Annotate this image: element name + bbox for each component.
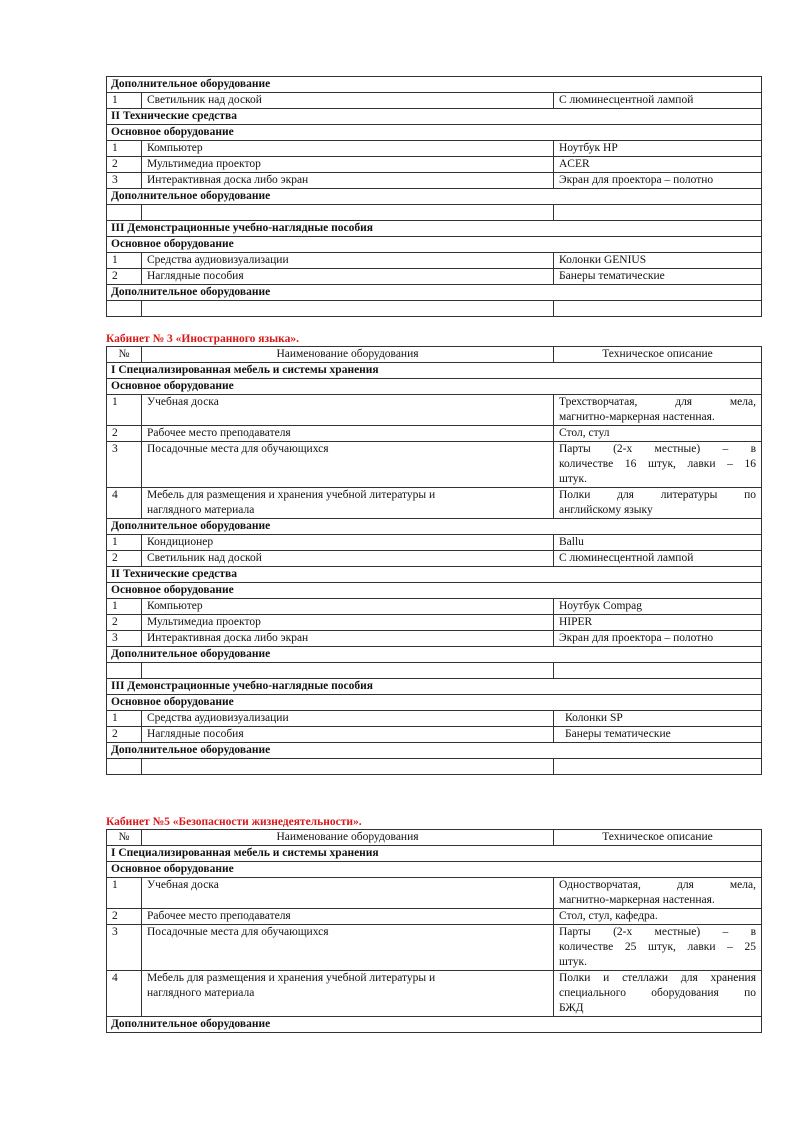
cabinet-3-section — [106, 332, 762, 775]
table-row — [107, 631, 762, 647]
section-heading-row — [107, 567, 762, 583]
empty-cell — [107, 663, 142, 679]
empty-cell — [142, 663, 554, 679]
equipment-table-continued — [106, 76, 762, 317]
table-header-row — [107, 347, 762, 363]
equipment-name-line: Мебель для размещения и хранения учебной литературы и — [147, 489, 436, 501]
table-row — [107, 727, 762, 743]
empty-cell — [142, 205, 554, 221]
table-row — [107, 395, 762, 426]
column-header: Техническое описание — [554, 830, 762, 846]
equipment-name: Посадочные места для обучающихся — [142, 442, 554, 488]
section-heading: Основное оборудование — [107, 125, 762, 141]
section-heading: Дополнительное оборудование — [107, 647, 762, 663]
equipment-name: Интерактивная доска либо экран — [142, 631, 554, 647]
section-heading-row — [107, 647, 762, 663]
row-number: 1 — [107, 141, 142, 157]
section-heading: III Демонстрационные учебно-наглядные пособия — [107, 221, 762, 237]
equipment-name: Мультимедиа проектор — [142, 615, 554, 631]
equipment-name: Средства аудиовизуализации — [142, 253, 554, 269]
technical-description — [554, 925, 762, 971]
equipment-name: Мультимедиа проектор — [142, 157, 554, 173]
technical-description — [554, 442, 762, 488]
table-row — [107, 488, 762, 519]
technical-description-line: магнитно-маркерная настенная. — [559, 411, 715, 423]
equipment-name — [142, 971, 554, 1017]
row-number: 1 — [107, 711, 142, 727]
technical-description-line: Парты (2-х местные) – в — [559, 926, 756, 938]
row-number: 1 — [107, 535, 142, 551]
technical-description-line: количестве 25 штук, лавки – 25 — [559, 941, 756, 953]
technical-description-line: Полки и стеллажи для хранения — [559, 972, 756, 984]
technical-description: Ноутбук HP — [554, 141, 762, 157]
empty-cell — [107, 301, 142, 317]
equipment-name: Кондиционер — [142, 535, 554, 551]
equipment-name: Наглядные пособия — [142, 269, 554, 285]
cabinet-3-table — [106, 346, 762, 775]
section-heading: Основное оборудование — [107, 862, 762, 878]
section-heading: Основное оборудование — [107, 695, 762, 711]
section-heading: III Демонстрационные учебно-наглядные пособия — [107, 679, 762, 695]
technical-description-line: БЖД — [559, 1002, 584, 1014]
section-heading-row — [107, 221, 762, 237]
equipment-name: Светильник над доской — [142, 93, 554, 109]
technical-description-line: количестве 16 штук, лавки – 16 — [559, 458, 756, 470]
row-number: 1 — [107, 395, 142, 426]
empty-cell — [107, 759, 142, 775]
section-heading-row — [107, 743, 762, 759]
empty-cell — [107, 205, 142, 221]
row-number: 1 — [107, 253, 142, 269]
empty-row — [107, 301, 762, 317]
technical-description: Стол, стул, кафедра. — [554, 909, 762, 925]
equipment-name: Учебная доска — [142, 395, 554, 426]
empty-cell — [554, 205, 762, 221]
technical-description-line: специального оборудования по — [559, 987, 756, 999]
equipment-name: Наглядные пособия — [142, 727, 554, 743]
technical-description-line: штук. — [559, 473, 587, 485]
empty-row — [107, 205, 762, 221]
section-heading-row — [107, 519, 762, 535]
equipment-name-line: наглядного материала — [147, 504, 255, 516]
section-heading-row — [107, 285, 762, 301]
table-row — [107, 711, 762, 727]
table-row — [107, 535, 762, 551]
section-heading: Дополнительное оборудование — [107, 519, 762, 535]
table-row — [107, 909, 762, 925]
table-header-row — [107, 830, 762, 846]
technical-description-line: Одностворчатая, для мела, — [559, 879, 756, 891]
technical-description: Колонки GENIUS — [554, 253, 762, 269]
table-row — [107, 925, 762, 971]
technical-description: Ноутбук Compag — [554, 599, 762, 615]
column-header: Техническое описание — [554, 347, 762, 363]
column-header: № — [107, 830, 142, 846]
technical-description-line: штук. — [559, 956, 587, 968]
table-row — [107, 878, 762, 909]
section-heading-row — [107, 846, 762, 862]
section-heading: II Технические средства — [107, 567, 762, 583]
technical-description-line: Полки для литературы по — [559, 489, 756, 501]
table-row — [107, 442, 762, 488]
equipment-name: Интерактивная доска либо экран — [142, 173, 554, 189]
row-number: 1 — [107, 599, 142, 615]
table-row — [107, 269, 762, 285]
technical-description: Колонки SP — [554, 711, 762, 727]
section-heading: I Специализированная мебель и системы хранения — [107, 846, 762, 862]
row-number: 3 — [107, 925, 142, 971]
table-row — [107, 615, 762, 631]
table-row — [107, 253, 762, 269]
equipment-name: Средства аудиовизуализации — [142, 711, 554, 727]
row-number: 2 — [107, 727, 142, 743]
section-heading: Основное оборудование — [107, 237, 762, 253]
section-heading-row — [107, 77, 762, 93]
cabinet-5-table — [106, 829, 762, 1033]
technical-description: С люминесцентной лампой — [554, 551, 762, 567]
section-heading-row — [107, 1017, 762, 1033]
section-heading-row — [107, 379, 762, 395]
row-number: 2 — [107, 269, 142, 285]
section-heading-row — [107, 189, 762, 205]
table-row — [107, 971, 762, 1017]
empty-cell — [142, 759, 554, 775]
section-heading: Дополнительное оборудование — [107, 189, 762, 205]
section-heading-row — [107, 583, 762, 599]
empty-cell — [554, 663, 762, 679]
section-heading: Дополнительное оборудование — [107, 743, 762, 759]
equipment-name: Компьютер — [142, 141, 554, 157]
table-row — [107, 599, 762, 615]
technical-description: ACER — [554, 157, 762, 173]
empty-row — [107, 663, 762, 679]
row-number: 3 — [107, 173, 142, 189]
equipment-name-line: наглядного материала — [147, 987, 255, 999]
technical-description-line: Парты (2-х местные) – в — [559, 443, 756, 455]
row-number: 4 — [107, 971, 142, 1017]
technical-description: HIPER — [554, 615, 762, 631]
empty-cell — [142, 301, 554, 317]
empty-cell — [554, 301, 762, 317]
technical-description: С люминесцентной лампой — [554, 93, 762, 109]
row-number: 2 — [107, 551, 142, 567]
column-header: Наименование оборудования — [142, 830, 554, 846]
equipment-name: Компьютер — [142, 599, 554, 615]
row-number: 3 — [107, 442, 142, 488]
row-number: 1 — [107, 878, 142, 909]
table-row — [107, 551, 762, 567]
table-row — [107, 157, 762, 173]
table-row — [107, 173, 762, 189]
column-header: Наименование оборудования — [142, 347, 554, 363]
equipment-name: Рабочее место преподавателя — [142, 426, 554, 442]
technical-description: Банеры тематические — [554, 269, 762, 285]
section-heading: Дополнительное оборудование — [107, 77, 762, 93]
technical-description-line: Трехстворчатая, для мела, — [559, 396, 756, 408]
equipment-name: Светильник над доской — [142, 551, 554, 567]
row-number: 1 — [107, 93, 142, 109]
table-row — [107, 93, 762, 109]
technical-description: Стол, стул — [554, 426, 762, 442]
technical-description: Ballu — [554, 535, 762, 551]
column-header: № — [107, 347, 142, 363]
technical-description — [554, 971, 762, 1017]
technical-description — [554, 488, 762, 519]
equipment-name: Рабочее место преподавателя — [142, 909, 554, 925]
equipment-name — [142, 488, 554, 519]
technical-description: Банеры тематические — [554, 727, 762, 743]
empty-row — [107, 759, 762, 775]
row-number: 2 — [107, 909, 142, 925]
row-number: 2 — [107, 157, 142, 173]
table-row — [107, 426, 762, 442]
section-heading: II Технические средства — [107, 109, 762, 125]
section-heading-row — [107, 237, 762, 253]
empty-cell — [554, 759, 762, 775]
row-number: 2 — [107, 426, 142, 442]
technical-description-line: магнитно-маркерная настенная. — [559, 894, 715, 906]
section-heading: Дополнительное оборудование — [107, 1017, 762, 1033]
table-row — [107, 141, 762, 157]
technical-description: Экран для проектора – полотно — [554, 173, 762, 189]
section-heading-row — [107, 862, 762, 878]
section-heading-row — [107, 125, 762, 141]
section-heading-row — [107, 679, 762, 695]
row-number: 4 — [107, 488, 142, 519]
cabinet-5-section — [106, 815, 762, 1033]
equipment-name: Учебная доска — [142, 878, 554, 909]
section-heading: Основное оборудование — [107, 379, 762, 395]
equipment-name: Посадочные места для обучающихся — [142, 925, 554, 971]
cabinet-5-title: Кабинет №5 «Безопасности жизнедеятельности». — [106, 816, 362, 828]
row-number: 2 — [107, 615, 142, 631]
section-heading: Дополнительное оборудование — [107, 285, 762, 301]
section-heading: I Специализированная мебель и системы хранения — [107, 363, 762, 379]
technical-description — [554, 878, 762, 909]
cabinet-3-title: Кабинет № 3 «Иностранного языка». — [106, 333, 299, 345]
technical-description: Экран для проектора – полотно — [554, 631, 762, 647]
section-heading-row — [107, 695, 762, 711]
section-heading-row — [107, 109, 762, 125]
technical-description-line: английскому языку — [559, 504, 653, 516]
row-number: 3 — [107, 631, 142, 647]
section-heading: Основное оборудование — [107, 583, 762, 599]
equipment-name-line: Мебель для размещения и хранения учебной литературы и — [147, 972, 436, 984]
section-heading-row — [107, 363, 762, 379]
equipment-table — [106, 76, 762, 317]
technical-description — [554, 395, 762, 426]
